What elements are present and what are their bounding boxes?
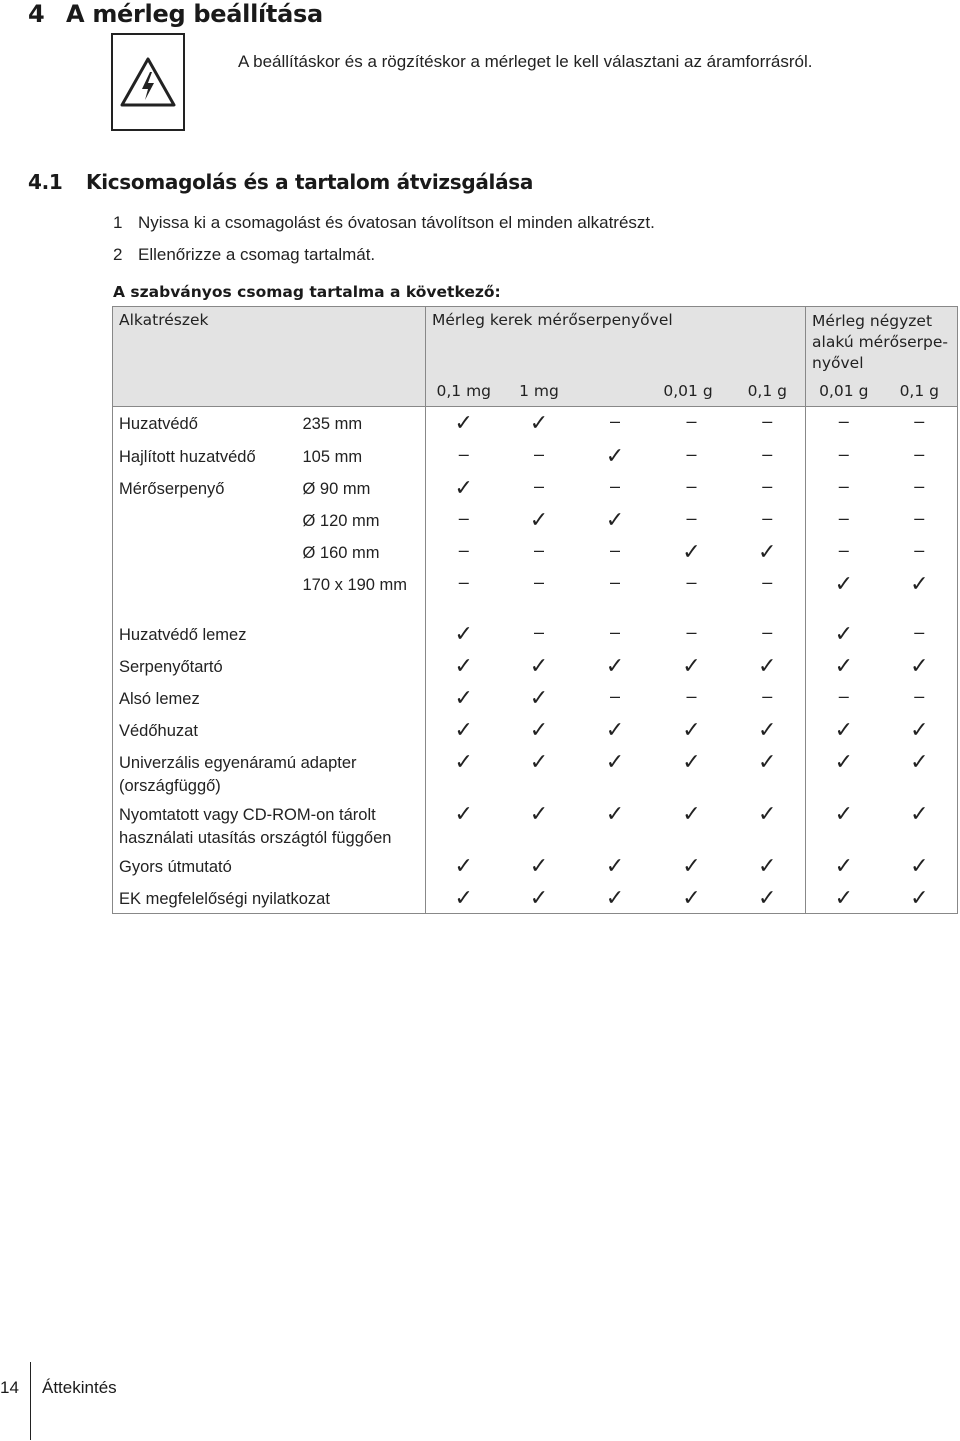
- not-included-cell: [654, 568, 730, 618]
- part-name: Nyomtatott vagy CD-ROM-on tárolt használati utasítás országtól függően: [113, 798, 426, 850]
- not-included-cell: [502, 472, 577, 504]
- dash-icon: –: [914, 411, 925, 431]
- dash-icon: –: [762, 571, 773, 592]
- included-cell: [882, 882, 958, 914]
- not-included-cell: [806, 440, 882, 472]
- included-cell: [730, 746, 806, 798]
- part-name: EK megfelelőségi nyilatkozat: [113, 882, 426, 914]
- not-included-cell: [426, 536, 502, 568]
- dash-icon: –: [458, 571, 469, 592]
- included-cell: [730, 650, 806, 682]
- square-pan-line-3: nyővel: [812, 354, 864, 372]
- included-cell: [654, 650, 730, 682]
- included-cell: [577, 440, 654, 472]
- included-cell: [654, 798, 730, 850]
- included-cell: [502, 746, 577, 798]
- table-row: [113, 682, 958, 714]
- checkmark-icon: ✓: [454, 652, 473, 678]
- checkmark-icon: ✓: [682, 748, 701, 774]
- dash-icon: –: [686, 685, 697, 706]
- not-included-cell: [426, 504, 502, 536]
- dash-icon: –: [686, 411, 697, 431]
- not-included-cell: [654, 407, 730, 440]
- step-text: Nyissa ki a csomagolást és óvatosan távolítson el minden alkatrészt.: [138, 213, 655, 232]
- step-number: 2: [113, 245, 123, 264]
- part-variant: 105 mm: [302, 447, 363, 466]
- checkmark-icon: ✓: [454, 852, 473, 878]
- not-included-cell: [577, 407, 654, 440]
- checkmark-icon: ✓: [454, 748, 473, 774]
- checkmark-icon: ✓: [910, 716, 929, 742]
- part-variant: Ø 90 mm: [302, 479, 371, 498]
- checkmark-icon: ✓: [682, 884, 701, 910]
- package-contents-table: [112, 306, 958, 914]
- dash-icon: –: [686, 507, 697, 528]
- part-name: Védőhuzat: [113, 714, 426, 746]
- not-included-cell: [806, 504, 882, 536]
- included-cell: [730, 882, 806, 914]
- included-cell: [426, 850, 502, 882]
- dash-icon: –: [610, 475, 621, 496]
- square-pan-line-2: alakú mérőserpe-: [812, 333, 949, 351]
- included-cell: [654, 536, 730, 568]
- dash-icon: –: [610, 621, 621, 642]
- not-included-cell: [577, 536, 654, 568]
- dash-icon: –: [534, 621, 545, 642]
- table-caption: A szabványos csomag tartalma a következő:: [113, 283, 501, 301]
- dash-icon: –: [686, 475, 697, 496]
- not-included-cell: [882, 472, 958, 504]
- checkmark-icon: ✓: [529, 716, 549, 742]
- dash-icon: –: [610, 571, 621, 592]
- footer-divider: [30, 1362, 31, 1440]
- included-cell: [426, 407, 502, 440]
- table-row: [113, 568, 958, 618]
- checkmark-icon: ✓: [605, 748, 625, 774]
- checkmark-icon: ✓: [454, 410, 473, 435]
- included-cell: [806, 714, 882, 746]
- not-included-cell: [502, 568, 577, 618]
- dash-icon: –: [686, 621, 697, 642]
- included-cell: [882, 798, 958, 850]
- dash-icon: –: [838, 443, 849, 464]
- included-cell: [502, 714, 577, 746]
- checkmark-icon: ✓: [834, 800, 853, 826]
- not-included-cell: [882, 504, 958, 536]
- not-included-cell: [426, 568, 502, 618]
- dash-icon: –: [762, 475, 773, 496]
- checkmark-icon: ✓: [605, 884, 625, 910]
- checkmark-icon: ✓: [454, 800, 473, 826]
- resolution-header: 1 mg: [502, 375, 577, 407]
- dash-icon: –: [762, 621, 773, 642]
- not-included-cell: [577, 682, 654, 714]
- checkmark-icon: ✓: [910, 652, 929, 678]
- dash-icon: –: [762, 507, 773, 528]
- checkmark-icon: ✓: [834, 570, 853, 596]
- dash-icon: –: [914, 685, 925, 706]
- checkmark-icon: ✓: [910, 800, 929, 826]
- not-included-cell: [882, 536, 958, 568]
- not-included-cell: [654, 472, 730, 504]
- included-cell: [426, 472, 502, 504]
- warning-box: [111, 33, 185, 131]
- chapter-heading: [28, 0, 323, 28]
- resolution-header: 0,1 mg: [426, 375, 502, 407]
- table-row: [113, 504, 958, 536]
- included-cell: [426, 798, 502, 850]
- checkmark-icon: ✓: [910, 748, 929, 774]
- not-included-cell: [882, 682, 958, 714]
- table-row: [113, 650, 958, 682]
- checkmark-icon: ✓: [529, 884, 549, 910]
- dash-icon: –: [610, 685, 621, 706]
- part-name: Serpenyőtartó: [113, 650, 426, 682]
- included-cell: [577, 746, 654, 798]
- included-cell: [502, 504, 577, 536]
- included-cell: [426, 618, 502, 650]
- part-name: Mérőserpenyő: [113, 472, 297, 504]
- checkmark-icon: ✓: [454, 620, 473, 646]
- not-included-cell: [882, 440, 958, 472]
- part-name: Univerzális egyenáramú adapter (országfüggő): [113, 746, 426, 798]
- checkmark-icon: ✓: [605, 852, 625, 878]
- checkmark-icon: ✓: [454, 684, 473, 710]
- included-cell: [730, 798, 806, 850]
- not-included-cell: [806, 407, 882, 440]
- not-included-cell: [730, 568, 806, 618]
- not-included-cell: [502, 440, 577, 472]
- included-cell: [882, 650, 958, 682]
- checkmark-icon: ✓: [758, 748, 777, 774]
- checkmark-icon: ✓: [834, 620, 853, 646]
- table-row: [113, 440, 958, 472]
- chapter-number: 4: [28, 0, 45, 28]
- included-cell: [502, 850, 577, 882]
- checkmark-icon: ✓: [529, 506, 549, 532]
- included-cell: [654, 746, 730, 798]
- not-included-cell: [730, 407, 806, 440]
- included-cell: [502, 882, 577, 914]
- not-included-cell: [577, 618, 654, 650]
- checkmark-icon: ✓: [834, 652, 853, 678]
- dash-icon: –: [762, 443, 773, 464]
- checkmark-icon: ✓: [605, 442, 625, 468]
- included-cell: [806, 618, 882, 650]
- dash-icon: –: [686, 443, 697, 464]
- included-cell: [426, 714, 502, 746]
- not-included-cell: [806, 472, 882, 504]
- dash-icon: –: [762, 685, 773, 706]
- square-pan-line-1: Mérleg négyzet: [812, 312, 933, 330]
- resolution-header: 0,1 g: [730, 375, 806, 407]
- checkmark-icon: ✓: [758, 652, 777, 678]
- included-cell: [806, 650, 882, 682]
- step-number: 1: [113, 213, 123, 232]
- included-cell: [882, 746, 958, 798]
- included-cell: [426, 746, 502, 798]
- not-included-cell: [730, 682, 806, 714]
- dash-icon: –: [458, 539, 469, 560]
- dash-icon: –: [610, 411, 621, 431]
- not-included-cell: [806, 682, 882, 714]
- included-cell: [882, 568, 958, 618]
- dash-icon: –: [534, 571, 545, 592]
- checkmark-icon: ✓: [834, 852, 853, 878]
- checkmark-icon: ✓: [682, 852, 701, 878]
- included-cell: [730, 714, 806, 746]
- checkmark-icon: ✓: [529, 748, 549, 774]
- col-header-square-pan: [806, 307, 958, 375]
- checkmark-icon: ✓: [454, 716, 473, 742]
- included-cell: [806, 798, 882, 850]
- dash-icon: –: [610, 539, 621, 560]
- included-cell: [806, 850, 882, 882]
- included-cell: [502, 650, 577, 682]
- dash-icon: –: [458, 507, 469, 528]
- dash-icon: –: [458, 443, 469, 464]
- included-cell: [577, 714, 654, 746]
- dash-icon: –: [914, 475, 925, 496]
- checkmark-icon: ✓: [758, 852, 777, 878]
- table-row: [113, 618, 958, 650]
- not-included-cell: [654, 618, 730, 650]
- page-number: 14: [0, 1378, 19, 1397]
- part-name: Alsó lemez: [113, 682, 426, 714]
- included-cell: [730, 850, 806, 882]
- included-cell: [806, 746, 882, 798]
- checkmark-icon: ✓: [454, 474, 473, 500]
- not-included-cell: [730, 440, 806, 472]
- checkmark-icon: ✓: [529, 852, 549, 878]
- not-included-cell: [654, 682, 730, 714]
- checkmark-icon: ✓: [529, 652, 549, 678]
- warning-text: A beállításkor és a rögzítéskor a mérleget le kell választani az áramforrásról.: [238, 52, 813, 71]
- checkmark-icon: ✓: [758, 884, 777, 910]
- part-name: [113, 536, 297, 568]
- part-name: Hajlított huzatvédő: [113, 440, 297, 472]
- included-cell: [502, 407, 577, 440]
- part-variant: Ø 120 mm: [302, 511, 380, 530]
- table-row: [113, 850, 958, 882]
- checkmark-icon: ✓: [910, 852, 929, 878]
- included-cell: [806, 882, 882, 914]
- checkmark-icon: ✓: [529, 800, 549, 826]
- checkmark-icon: ✓: [605, 506, 625, 532]
- table-header-row: [113, 307, 958, 375]
- step-item: [113, 245, 375, 265]
- section-title: Kicsomagolás és a tartalom átvizsgálása: [86, 170, 534, 194]
- section-heading: [28, 170, 533, 194]
- table-row: [113, 407, 958, 440]
- dash-icon: –: [762, 411, 773, 431]
- part-variant: 170 x 190 mm: [302, 575, 408, 594]
- not-included-cell: [730, 618, 806, 650]
- checkmark-icon: ✓: [834, 884, 853, 910]
- included-cell: [426, 682, 502, 714]
- checkmark-icon: ✓: [758, 716, 777, 742]
- part-name: [113, 568, 297, 618]
- included-cell: [577, 882, 654, 914]
- resolution-header: 0,1 g: [882, 375, 958, 407]
- table-row: [113, 472, 958, 504]
- included-cell: [654, 714, 730, 746]
- col-header-parts: Alkatrészek: [113, 307, 426, 375]
- checkmark-icon: ✓: [682, 716, 701, 742]
- not-included-cell: [654, 504, 730, 536]
- included-cell: [502, 798, 577, 850]
- included-cell: [806, 568, 882, 618]
- dash-icon: –: [914, 539, 925, 560]
- table-row: [113, 714, 958, 746]
- table-row: [113, 882, 958, 914]
- part-name: Gyors útmutató: [113, 850, 426, 882]
- section-number: 4.1: [28, 170, 63, 194]
- part-variant: 235 mm: [302, 415, 363, 433]
- not-included-cell: [577, 472, 654, 504]
- dash-icon: –: [838, 685, 849, 706]
- chapter-title: A mérleg beállítása: [66, 0, 323, 28]
- not-included-cell: [882, 618, 958, 650]
- checkmark-icon: ✓: [910, 570, 929, 596]
- checkmark-icon: ✓: [758, 538, 777, 564]
- included-cell: [502, 682, 577, 714]
- part-name: Huzatvédő lemez: [113, 618, 426, 650]
- dash-icon: –: [914, 621, 925, 642]
- included-cell: [577, 850, 654, 882]
- not-included-cell: [502, 536, 577, 568]
- included-cell: [654, 882, 730, 914]
- footer-section-label: Áttekintés: [42, 1378, 117, 1397]
- dash-icon: –: [838, 411, 849, 431]
- resolution-header: 0,01 g: [806, 375, 882, 407]
- step-text: Ellenőrizze a csomag tartalmát.: [138, 245, 376, 264]
- checkmark-icon: ✓: [682, 800, 701, 826]
- table-row: [113, 536, 958, 568]
- dash-icon: –: [534, 443, 545, 464]
- table-row: [113, 798, 958, 850]
- resolution-row-blank: [113, 375, 426, 407]
- part-name: [113, 504, 297, 536]
- part-variant: Ø 160 mm: [302, 543, 380, 562]
- checkmark-icon: ✓: [834, 748, 853, 774]
- checkmark-icon: ✓: [529, 684, 549, 710]
- included-cell: [654, 850, 730, 882]
- dash-icon: –: [838, 539, 849, 560]
- part-name: Huzatvédő: [113, 407, 297, 440]
- included-cell: [426, 650, 502, 682]
- resolution-header: 0,01 g: [577, 375, 730, 407]
- electric-shock-warning-icon: [119, 56, 177, 108]
- not-included-cell: [426, 440, 502, 472]
- checkmark-icon: ✓: [605, 800, 625, 826]
- col-header-round-pan: Mérleg kerek mérőserpenyővel: [426, 307, 806, 375]
- checkmark-icon: ✓: [758, 800, 777, 826]
- not-included-cell: [502, 618, 577, 650]
- dash-icon: –: [534, 539, 545, 560]
- included-cell: [882, 850, 958, 882]
- included-cell: [577, 504, 654, 536]
- included-cell: [730, 536, 806, 568]
- checkmark-icon: ✓: [682, 652, 701, 678]
- not-included-cell: [730, 504, 806, 536]
- checkmark-icon: ✓: [529, 410, 549, 435]
- not-included-cell: [730, 472, 806, 504]
- resolution-row: [113, 375, 958, 407]
- checkmark-icon: ✓: [910, 884, 929, 910]
- dash-icon: –: [838, 475, 849, 496]
- dash-icon: –: [534, 475, 545, 496]
- included-cell: [577, 650, 654, 682]
- dash-icon: –: [686, 571, 697, 592]
- included-cell: [426, 882, 502, 914]
- included-cell: [577, 798, 654, 850]
- dash-icon: –: [914, 507, 925, 528]
- checkmark-icon: ✓: [605, 716, 625, 742]
- dash-icon: –: [838, 507, 849, 528]
- dash-icon: –: [914, 443, 925, 464]
- checkmark-icon: ✓: [454, 884, 473, 910]
- step-item: [113, 213, 655, 233]
- checkmark-icon: ✓: [682, 538, 701, 564]
- not-included-cell: [654, 440, 730, 472]
- table-row: [113, 746, 958, 798]
- not-included-cell: [882, 407, 958, 440]
- included-cell: [882, 714, 958, 746]
- checkmark-icon: ✓: [605, 652, 625, 678]
- checkmark-icon: ✓: [834, 716, 853, 742]
- not-included-cell: [806, 536, 882, 568]
- not-included-cell: [577, 568, 654, 618]
